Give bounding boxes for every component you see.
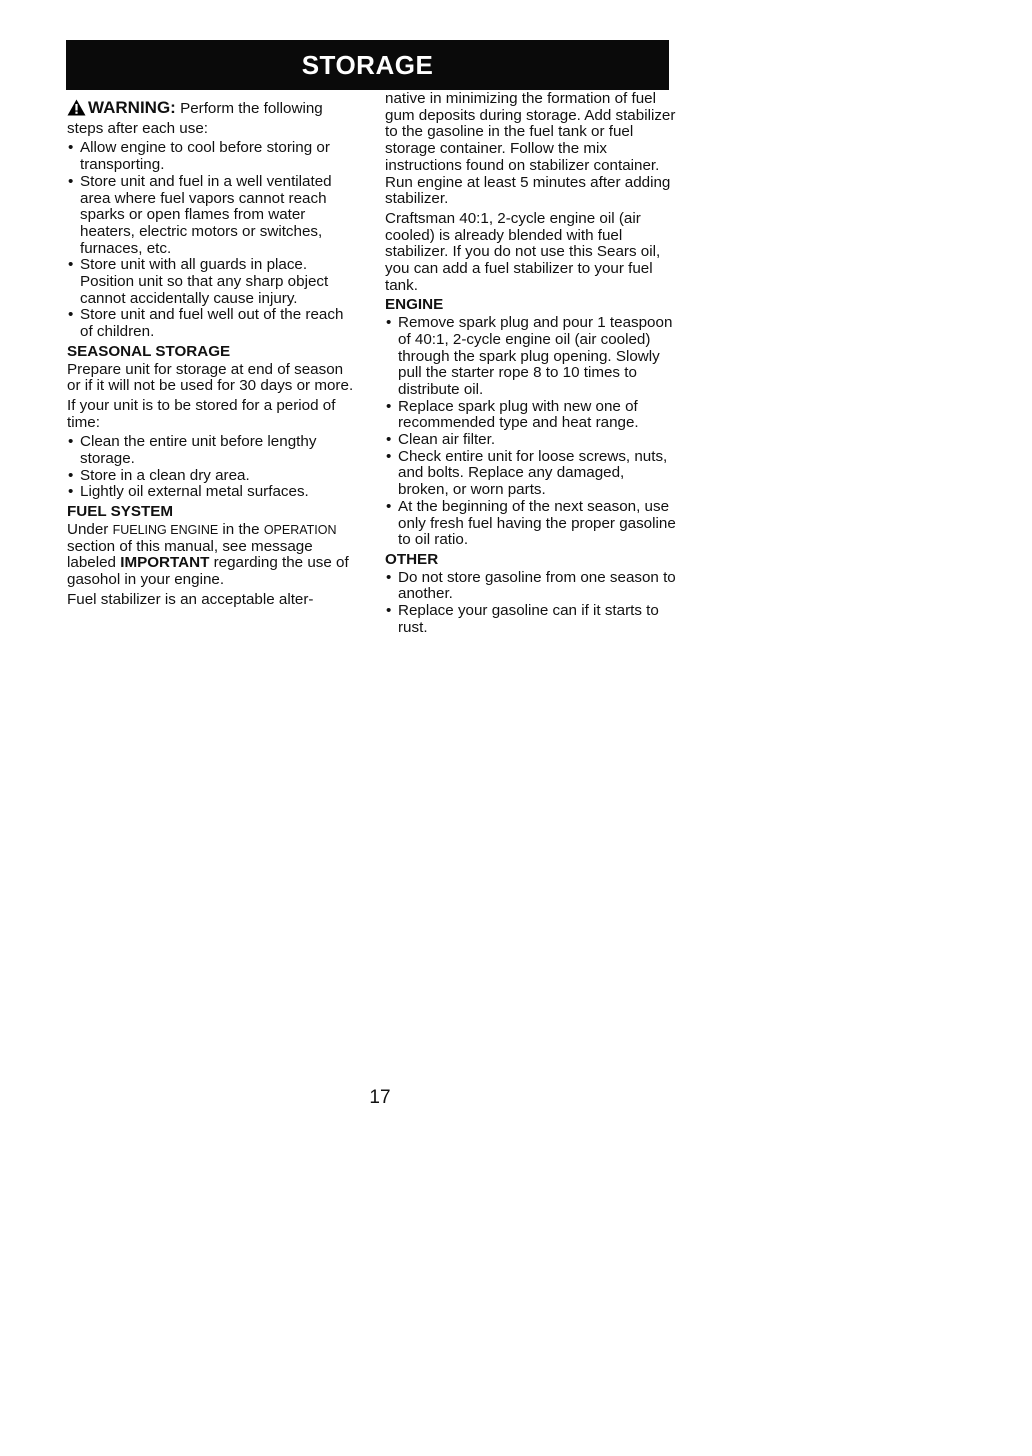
page-number: 17 — [369, 1087, 391, 1108]
fuel-text: section of this manual, see message labeled — [67, 537, 313, 572]
list-item: • Clean the entire unit before lengthy storage. — [67, 434, 359, 467]
fuel-text: Under — [67, 520, 109, 538]
right-column — [385, 91, 677, 639]
seasonal-paragraph: If your unit is to be stored for a period of time: — [67, 396, 336, 431]
seasonal-paragraph: Prepare unit for storage at end of season or if it will not be used for 30 days or more. — [67, 360, 354, 395]
warning-label: WARNING: — [88, 98, 176, 117]
list-item: • Store unit and fuel in a well ventilated area where fuel vapors cannot reach sparks or open flames from water heaters, electric motors or switches, furnaces, etc. — [67, 174, 359, 258]
list-item: • At the beginning of the next season, use only fresh fuel having the proper gasoline to oil ratio. — [385, 499, 677, 549]
other-list — [385, 570, 677, 637]
seasonal-storage-heading: SEASONAL STORAGE — [67, 342, 231, 360]
important-ref: IMPORTANT — [120, 554, 210, 572]
seasonal-list — [67, 434, 359, 501]
list-item: • Replace your gasoline can if it starts to rust. — [385, 603, 677, 636]
list-item: • Store unit and fuel well out of the reach of children. — [67, 307, 359, 340]
fuel-text: regarding the use of gasohol in your engine. — [67, 554, 349, 588]
craftsman-paragraph: Craftsman 40:1, 2-cycle engine oil (air cooled) is already blended with fuel stabilizer. If you do not use this Sears oil, you can add a fuel stabilizer to your fuel tank. — [385, 209, 661, 294]
other-heading: OTHER — [385, 550, 439, 568]
stabilizer-paragraph: native in minimizing the formation of fuel gum deposits during storage. Add stabilizer to the gasoline in the fuel tank or fuel storage container. Follow the mix instructions found on stabilizer container. Run engine at least 5 minutes after adding stabilizer. — [385, 90, 676, 208]
fuel-paragraph: Fuel stabilizer is an acceptable alter- — [67, 590, 314, 608]
operation-ref: OPERATION — [263, 522, 337, 537]
fuel-paragraph — [67, 522, 359, 589]
engine-list — [385, 315, 677, 549]
warning-text: Perform the following steps after each use: — [67, 100, 323, 137]
list-item: • Do not store gasoline from one season to another. — [385, 570, 677, 603]
left-column — [67, 91, 359, 611]
list-item: • Store unit with all guards in place. Position unit so that any sharp object cannot accidentally cause injury. — [67, 257, 359, 307]
list-item: • Clean air filter. — [385, 432, 677, 449]
list-item: • Replace spark plug with new one of recommended type and heat range. — [385, 399, 677, 432]
warning-paragraph — [67, 99, 359, 137]
list-item: • Check entire unit for loose screws, nuts, and bolts. Replace any damaged, broken, or worn parts. — [385, 449, 677, 499]
list-item: • Store in a clean dry area. — [67, 468, 359, 485]
list-item: • Remove spark plug and pour 1 teaspoon of 40:1, 2-cycle engine oil (air cooled) through the spark plug opening. Slowly pull the starter rope 8 to 10 times to distribute oil. — [385, 315, 677, 399]
fuel-text: in the — [222, 520, 260, 538]
list-item: • Allow engine to cool before storing or transporting. — [67, 140, 359, 173]
warning-list — [67, 140, 359, 340]
engine-heading: ENGINE — [385, 296, 444, 314]
list-item: • Lightly oil external metal surfaces. — [67, 484, 359, 501]
warning-triangle-icon — [67, 99, 86, 121]
fuel-system-heading: FUEL SYSTEM — [67, 503, 174, 521]
page-title: STORAGE — [66, 40, 669, 90]
fueling-engine-ref: FUELING ENGINE — [112, 522, 219, 537]
